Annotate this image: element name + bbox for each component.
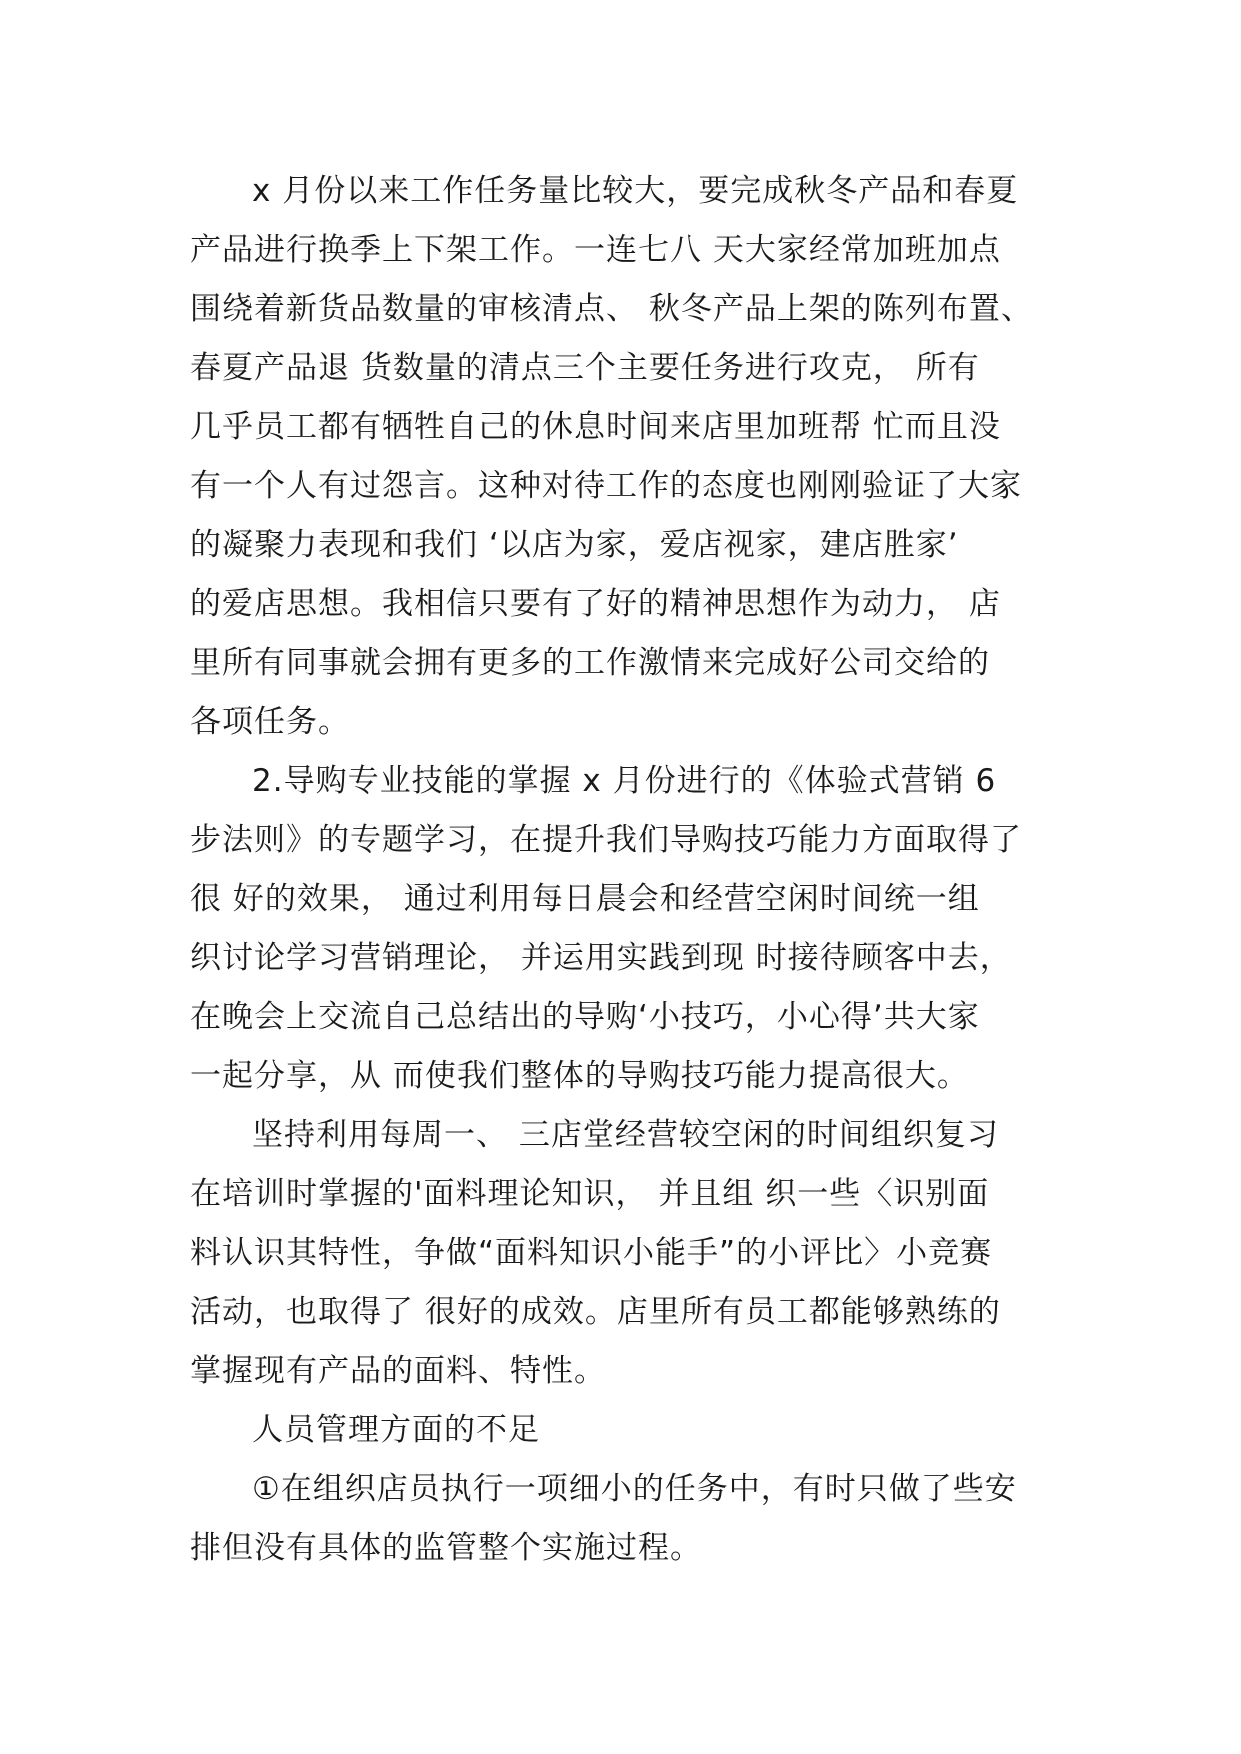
text-line: 活动，也取得了 很好的成效。店里所有员工都能够熟练的: [190, 1294, 1001, 1330]
text-line: 有一个人有过怨言。这种对待工作的态度也刚刚验证了大家: [190, 468, 1022, 504]
text-line: 2.导购专业技能的掌握 x 月份进行的《体验式营销 6: [252, 763, 997, 799]
text-line: 在培训时掌握的'面料理论知识， 并且组 织一些〈识别面: [190, 1176, 990, 1212]
text-line: 里所有同事就会拥有更多的工作激情来完成好公司交给的: [190, 645, 990, 681]
text-line: 步法则》的专题学习，在提升我们导购技巧能力方面取得了: [190, 822, 1022, 858]
text-line: 排但没有具体的监管整个实施过程。: [190, 1530, 702, 1566]
text-line: 很 好的效果， 通过利用每日晨会和经营空闲时间统一组: [190, 881, 980, 917]
text-line: 几乎员工都有牺牲自己的休息时间来店里加班帮 忙而且没: [190, 409, 1001, 445]
text-line: ①在组织店员执行一项细小的任务中，有时只做了些安: [252, 1471, 1017, 1507]
text-line: 的爱店思想。我相信只要有了好的精神思想作为动力， 店: [190, 586, 1001, 622]
text-line: 产品进行换季上下架工作。一连七八 天大家经常加班加点: [190, 232, 1001, 268]
text-line: 围绕着新货品数量的审核清点、 秋冬产品上架的陈列布置、: [190, 291, 1033, 327]
text-line: 的凝聚力表现和我们 ‘以店为家，爱店视家，建店胜家’: [190, 527, 959, 563]
text-line: x 月份以来工作任务量比较大，要完成秋冬产品和春夏: [252, 173, 1019, 209]
document-body: [190, 162, 1070, 1578]
text-line: 织讨论学习营销理论， 并运用实践到现 时接待顾客中去，: [190, 940, 1012, 976]
text-line: 在晚会上交流自己总结出的导购‘小技巧，小心得’共大家: [190, 999, 980, 1035]
text-line: 一起分享，从 而使我们整体的导购技巧能力提高很大。: [190, 1058, 969, 1094]
text-line: 坚持利用每周一、 三店堂经营较空闲的时间组织复习: [252, 1117, 999, 1153]
text-line: 料认识其特性，争做“面料知识小能手”的小评比〉小竞赛: [190, 1235, 993, 1271]
text-line: 人员管理方面的不足: [252, 1412, 540, 1448]
text-line: 春夏产品退 货数量的清点三个主要任务进行攻克， 所有: [190, 350, 980, 386]
text-line: 各项任务。: [190, 704, 350, 740]
text-line: 掌握现有产品的面料、特性。: [190, 1353, 606, 1389]
